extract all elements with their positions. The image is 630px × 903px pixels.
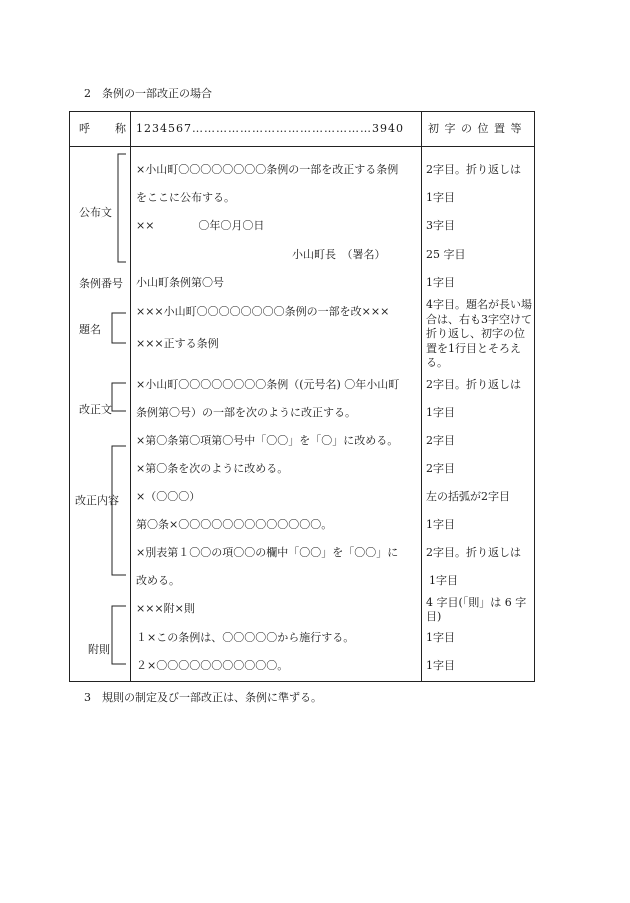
label-amendment-content: 改正内容 bbox=[75, 494, 119, 507]
bracket-proclamation bbox=[118, 154, 126, 262]
section3-text: 3 規則の制定及び一部改正は、条例に準ずる。 bbox=[84, 691, 322, 704]
position-note-12: 左の括弧が2字目 bbox=[426, 490, 510, 503]
header-char-ruler: 1234567………………………………………3940 bbox=[136, 122, 404, 135]
bracket-amendment-text bbox=[112, 383, 126, 411]
bracket-amendment-content bbox=[112, 446, 126, 575]
example-line-15: 改める。 bbox=[136, 574, 180, 587]
position-note-16: 4 字目(「則」は 6 字目) bbox=[426, 596, 527, 623]
position-note-14: 2字目。折り返しは bbox=[426, 546, 521, 559]
section-heading: 2 条例の一部改正の場合 bbox=[84, 87, 212, 100]
example-line-3: ×× 〇年〇月〇日 bbox=[136, 219, 265, 232]
example-line-9: 条例第〇号）の一部を次のように改正する。 bbox=[136, 406, 356, 419]
bracket-supplementary bbox=[112, 606, 126, 664]
example-line-13: 第〇条×〇〇〇〇〇〇〇〇〇〇〇〇〇。 bbox=[136, 518, 333, 531]
position-note-2: 1字目 bbox=[426, 191, 455, 204]
bracket-title bbox=[112, 313, 126, 343]
label-supplementary: 附則 bbox=[88, 643, 110, 656]
example-line-16: ×××附×則 bbox=[136, 602, 195, 615]
example-line-5: 小山町条例第〇号 bbox=[136, 276, 224, 289]
example-line-2: をここに公布する。 bbox=[136, 191, 235, 204]
position-note-9: 1字目 bbox=[426, 406, 455, 419]
example-line-12: ×（〇〇〇） bbox=[136, 490, 201, 503]
position-note-18: 1字目 bbox=[426, 659, 455, 672]
position-note-8: 2字目。折り返しは bbox=[426, 378, 521, 391]
position-note-17: 1字目 bbox=[426, 631, 455, 644]
label-ordinance-number: 条例番号 bbox=[79, 277, 123, 290]
example-line-6: ×××小山町〇〇〇〇〇〇〇〇条例の一部を改××× bbox=[136, 305, 390, 318]
position-note-15: 1字目 bbox=[429, 574, 458, 587]
label-title: 題名 bbox=[79, 323, 101, 336]
example-line-1: ×小山町〇〇〇〇〇〇〇〇条例の一部を改正する条例 bbox=[136, 163, 399, 176]
example-line-10: ×第〇条第〇項第〇号中「〇〇」を「〇」に改める。 bbox=[136, 434, 399, 447]
label-proclamation: 公布文 bbox=[79, 206, 112, 219]
example-line-14: ×別表第１〇〇の項〇〇の欄中「〇〇」を「〇〇」に bbox=[136, 546, 399, 559]
position-note-3: 3字目 bbox=[426, 219, 455, 232]
example-line-4: 小山町長 （署名） bbox=[292, 248, 386, 261]
position-note-6: 4字目。題名が長い場合は、右も3字空けて折り返し、初字の位置を1行目とそろえる。 bbox=[426, 298, 532, 369]
example-line-18: ２×〇〇〇〇〇〇〇〇〇〇〇。 bbox=[136, 659, 289, 672]
example-line-7: ×××正する条例 bbox=[136, 337, 219, 350]
example-line-8: ×小山町〇〇〇〇〇〇〇〇条例（(元号名) 〇年小山町 bbox=[136, 378, 400, 391]
position-note-5: 1字目 bbox=[426, 276, 455, 289]
label-amendment-text: 改正文 bbox=[79, 403, 112, 416]
header-name: 呼 称 bbox=[79, 122, 127, 135]
position-note-10: 2字目 bbox=[426, 434, 455, 447]
position-note-4: 25 字目 bbox=[426, 248, 466, 261]
position-note-11: 2字目 bbox=[426, 462, 455, 475]
example-line-17: １×この条例は、〇〇〇〇〇から施行する。 bbox=[136, 631, 355, 644]
position-note-13: 1字目 bbox=[426, 518, 455, 531]
example-line-11: ×第〇条を次のように改める。 bbox=[136, 462, 289, 475]
position-note-1: 2字目。折り返しは bbox=[426, 163, 521, 176]
header-first-char-position: 初 字 の 位 置 等 bbox=[428, 122, 523, 135]
